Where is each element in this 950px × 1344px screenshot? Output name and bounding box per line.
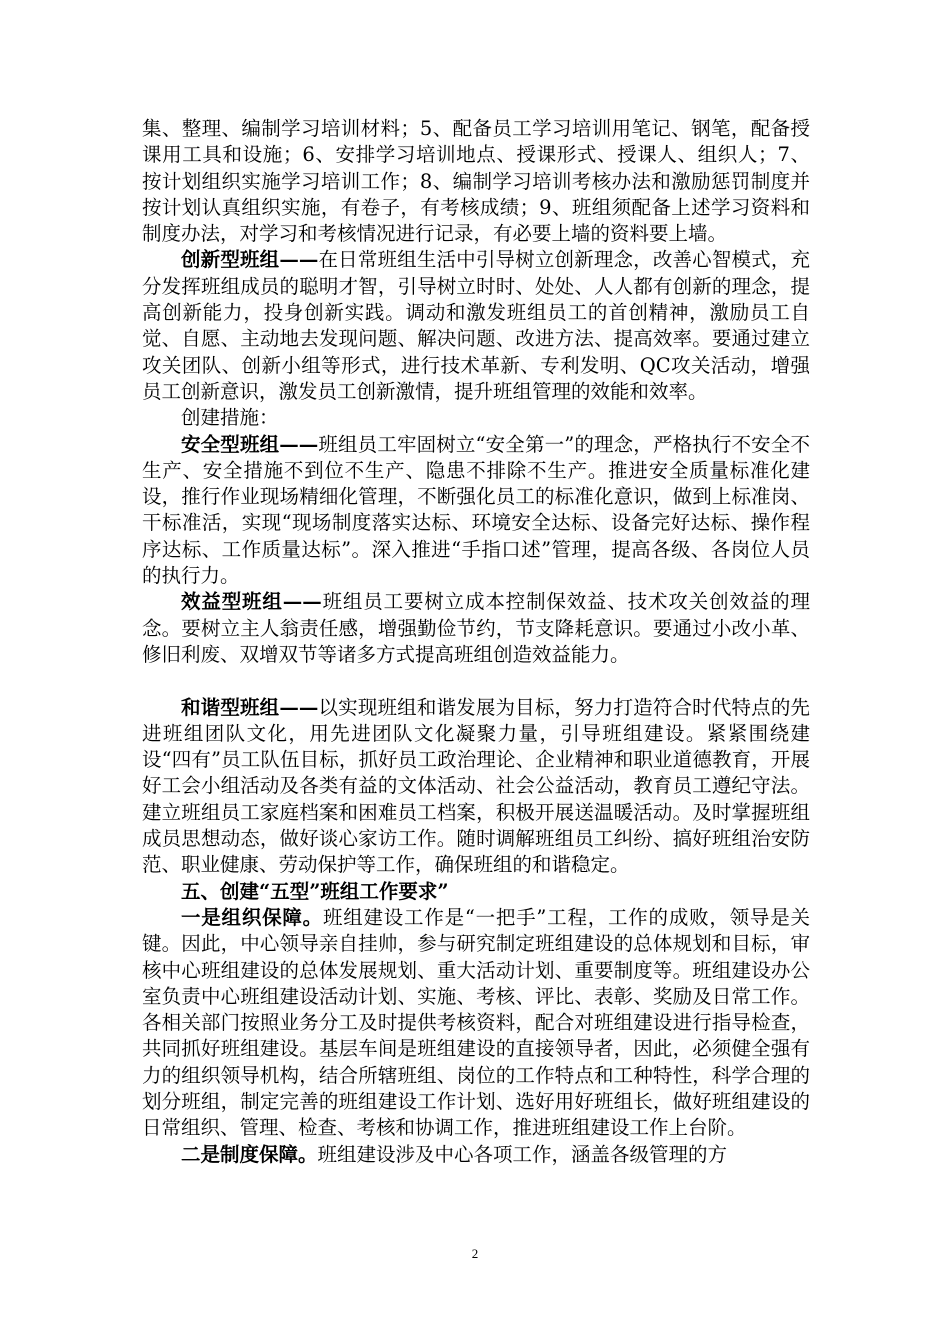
paragraph-measures: 创建措施： xyxy=(181,406,279,430)
benefit-text: 班组员工要树立成本控制保效益、技术攻关创效益的理念。要树立主人翁责任感，增强勤俭节约，节支降耗意识。要通过小改小革、修旧利废、双增双节等诸多方式提高班组创造效益能力。 xyxy=(142,590,810,666)
system-text: 班组建设涉及中心各项工作，涵盖各级管理的方 xyxy=(317,1142,728,1166)
org-text: 班组建设工作是“一把手”工程，工作的成败，领导是关键。因此，中心领导亲自挂帅，参与研究制定班组建设的总体规划和目标，审核中心班组建设的总体发展规划、重大活动计划、重要制度等。班组建设办公室负责中心班组建设活动计划、实施、考核、评比、表彰、奖励及日常工作。各相关部门按照业务分工及时提供考核资料，配合对班组建设进行指导检查，共同抓好班组建设。基层车间是班组建设的直接领导者，因此，必须健全强有力的组织领导机构，结合所辖班组、岗位的工作特点和工种特性，科学合理的划分班组，制定完善的班组建设工作计划、选好用好班组长，做好班组建设的日常组织、管理、检查、考核和协调工作，推进班组建设工作上台阶。 xyxy=(142,905,810,1140)
harmony-text: 以实现班组和谐发展为目标，努力打造符合时代特点的先进班组团队文化，用先进团队文化凝聚力量，引导班组建设。紧紧围绕建设“四有”员工队伍目标，抓好员工政治理论、企业精神和职业道德教育，开展好工会小组活动及各类有益的文体活动、社会公益活动，教育员工遵纪守法。建立班组员工家庭档案和困难员工档案，积极开展送温暖活动。及时掌握班组成员思想动态，做好谈心家访工作。随时调解班组员工纠纷、搞好班组治安防范、职业健康、劳动保护等工作，确保班组的和谐稳定。 xyxy=(142,695,810,877)
page-number: 2 xyxy=(471,1246,479,1261)
safety-text: 班组员工牢固树立“安全第一”的理念，严格执行不安全不生产、安全措施不到位不生产、隐患不排除不生产。推进安全质量标准化建设，推行作业现场精细化管理，不断强化员工的标准化意识，做到上标准岗、干标准活，实现“现场制度落实达标、环境安全达标、设备完好达标、操作程序达标、工作质量达标”。深入推进“手指口述”管理，提高各级、各岗位人员的执行力。 xyxy=(142,432,810,588)
paragraph-harmony xyxy=(142,695,810,879)
paragraph-innovation xyxy=(142,247,810,405)
blank-line xyxy=(142,668,810,694)
system-label: 二是制度保障。 xyxy=(181,1142,318,1166)
harmony-label: 和谐型班组—— xyxy=(181,695,319,719)
paragraph-benefit xyxy=(142,589,810,668)
paragraph-safety xyxy=(142,432,810,590)
paragraph-system xyxy=(142,1142,810,1168)
paragraph-org xyxy=(142,905,810,1142)
section-heading: 五、创建“五型”班组工作要求” xyxy=(181,879,449,903)
paragraph-training: 集、整理、编制学习培训材料；5、配备员工学习培训用笔记、钢笔，配备授课用工具和设施；6、安排学习培训地点、授课形式、授课人、组织人；7、按计划组织实施学习培训工作；8、编制学习培训考核办法和激励惩罚制度并按计划认真组织实施，有卷子，有考核成绩；9、班组须配备上述学习资料和制度办法，对学习和考核情况进行记录，有必要上墙的资料要上墙。 xyxy=(142,117,810,246)
safety-label: 安全型班组—— xyxy=(181,432,319,456)
document-page xyxy=(142,116,810,1168)
benefit-label: 效益型班组—— xyxy=(181,590,322,614)
org-label: 一是组织保障。 xyxy=(181,905,323,929)
innovation-label: 创新型班组—— xyxy=(181,248,319,272)
innovation-text: 在日常班组生活中引导树立创新理念，改善心智模式，充分发挥班组成员的聪明才智，引导树立时时、处处、人人都有创新的理念，提高创新能力，投身创新实践。调动和激发班组员工的首创精神，激励员工自觉、自愿、主动地去发现问题、解决问题、改进方法、提高效率。要通过建立攻关团队、创新小组等形式，进行技术革新、专利发明、QC攻关活动，增强员工创新意识，激发员工创新激情，提升班组管理的效能和效率。 xyxy=(142,248,810,403)
